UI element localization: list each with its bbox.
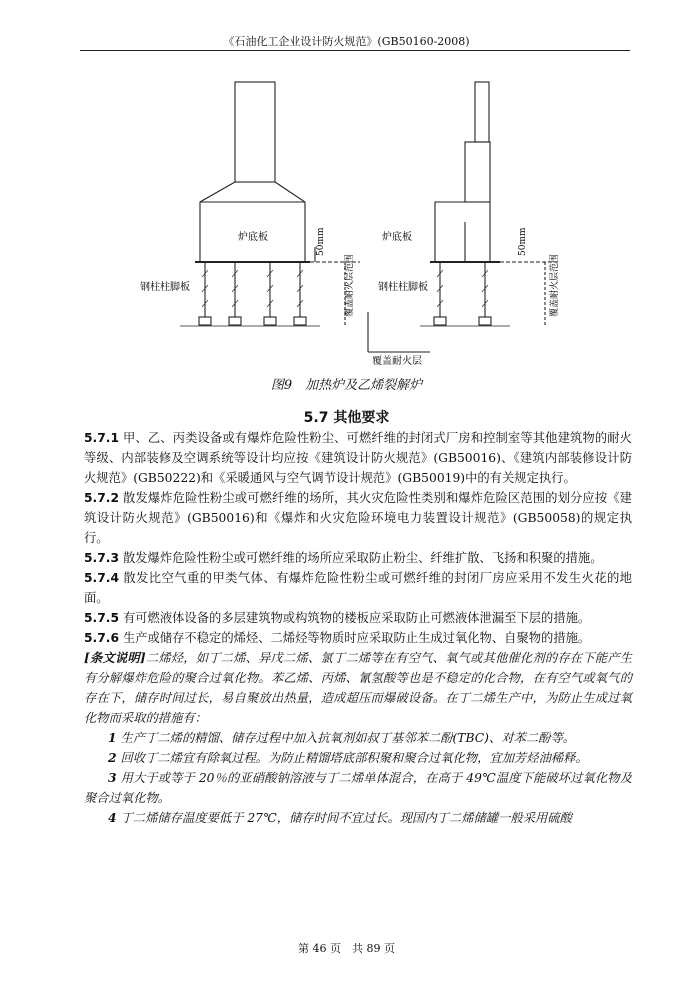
- label-floor-right: 炉底板: [382, 232, 412, 243]
- clause-5-7-1: 5.7.1 甲、乙、丙类设备或有爆炸危险性粉尘、可燃纤维的封闭式厂房和控制室等其他建筑物的耐火等级、内部装修及空调系统等设计均应按《建筑设计防火规范》(GB50016)、《建筑内部装修设计防火规范》(GB50222)和《采暖通风与空气调节设计规范》(GB50019)中的有关规定执行。: [84, 431, 632, 485]
- label-range-left: 覆盖耐火层范围: [345, 253, 355, 317]
- label-floor-left: 炉底板: [238, 232, 268, 243]
- stack-left: [235, 82, 275, 182]
- furnace-figure: [120, 62, 620, 372]
- header-rule: [80, 50, 630, 51]
- page-header: 《石油化工企业设计防火规范》(GB50160-2008): [223, 35, 470, 48]
- figure-caption: 图9 加热炉及乙烯裂解炉: [270, 378, 423, 393]
- explanation-item-3: 3 用大于或等于 20％的亚硝酸钠溶液与丁二烯单体混合，在高于 49℃温度下能破坏过氧化物及聚合过氧化物。: [84, 770, 632, 805]
- clause-5-7-3: 5.7.3 散发爆炸危险性粉尘或可燃纤维的场所应采取防止粉尘、纤维扩散、飞扬和积聚的措施。: [84, 551, 603, 565]
- label-cover-layer: 覆盖耐火层: [372, 356, 422, 367]
- label-dim-right: 50mm: [518, 227, 528, 256]
- section-title: 5.7 其他要求: [303, 410, 390, 426]
- cone-left: [200, 182, 305, 262]
- label-base-left: 钢柱柱脚板: [140, 282, 190, 293]
- page-footer: 第 46 页 共 89 页: [298, 942, 395, 955]
- label-base-right: 钢柱柱脚板: [378, 282, 428, 293]
- clause-5-7-5: 5.7.5 有可燃液体设备的多层建筑物或构筑物的楼板应采取防止可燃液体泄漏至下层的措施。: [84, 611, 591, 625]
- explanation-item-2: 2 回收丁二烯宜有除氧过程。为防止精馏塔底部积聚和聚合过氧化物，宜加芳烃油稀释。: [108, 750, 588, 765]
- columns-right: [440, 262, 485, 317]
- label-range-right: 覆盖耐火层范围: [550, 253, 560, 317]
- clause-5-7-2: 5.7.2 散发爆炸危险性粉尘或可燃纤维的场所，其火灾危险性类别和爆炸危险区范围的划分应按《建筑设计防火规范》(GB50016)和《爆炸和火灾危险环境电力装置设计规范》(GB50058)的规定执行。: [84, 491, 632, 545]
- columns-left: [205, 262, 300, 317]
- clause-5-7-4: 5.7.4 散发比空气重的甲类气体、有爆炸危险性粉尘或可燃纤维的封闭厂房应采用不发生火花的地面。: [84, 571, 632, 605]
- clause-5-7-6: 5.7.6 生产或储存不稳定的烯烃、二烯烃等物质时应采取防止生成过氧化物、自聚物的措施。: [84, 631, 591, 645]
- label-dim-left: 50mm: [316, 227, 326, 256]
- explanation-item-1: 1 生产丁二烯的精馏、储存过程中加入抗氧剂如叔丁基邻苯二酚(TBC)、对苯二酚等。: [108, 730, 576, 745]
- stack-right: [475, 82, 489, 142]
- page-body: [84, 428, 632, 828]
- explanation-item-4: 4 丁二烯储存温度要低于 27℃，储存时间不宜过长。现国内丁二烯储罐一般采用硫酸: [108, 810, 572, 825]
- explanation-intro: [条文说明]二烯烃，如丁二烯、异戊二烯、氯丁二烯等在有空气、氧气或其他催化剂的存在下能产生有分解爆炸危险的聚合过氧化物。苯乙烯、丙烯、氰氢酸等也是不稳定的化合物，在有空气或氧气的存在下，储存时间过长，易自聚放出热量，造成超压而爆破设备。在丁二烯生产中，为防止生成过氧化物而采取的措施有：: [84, 650, 632, 725]
